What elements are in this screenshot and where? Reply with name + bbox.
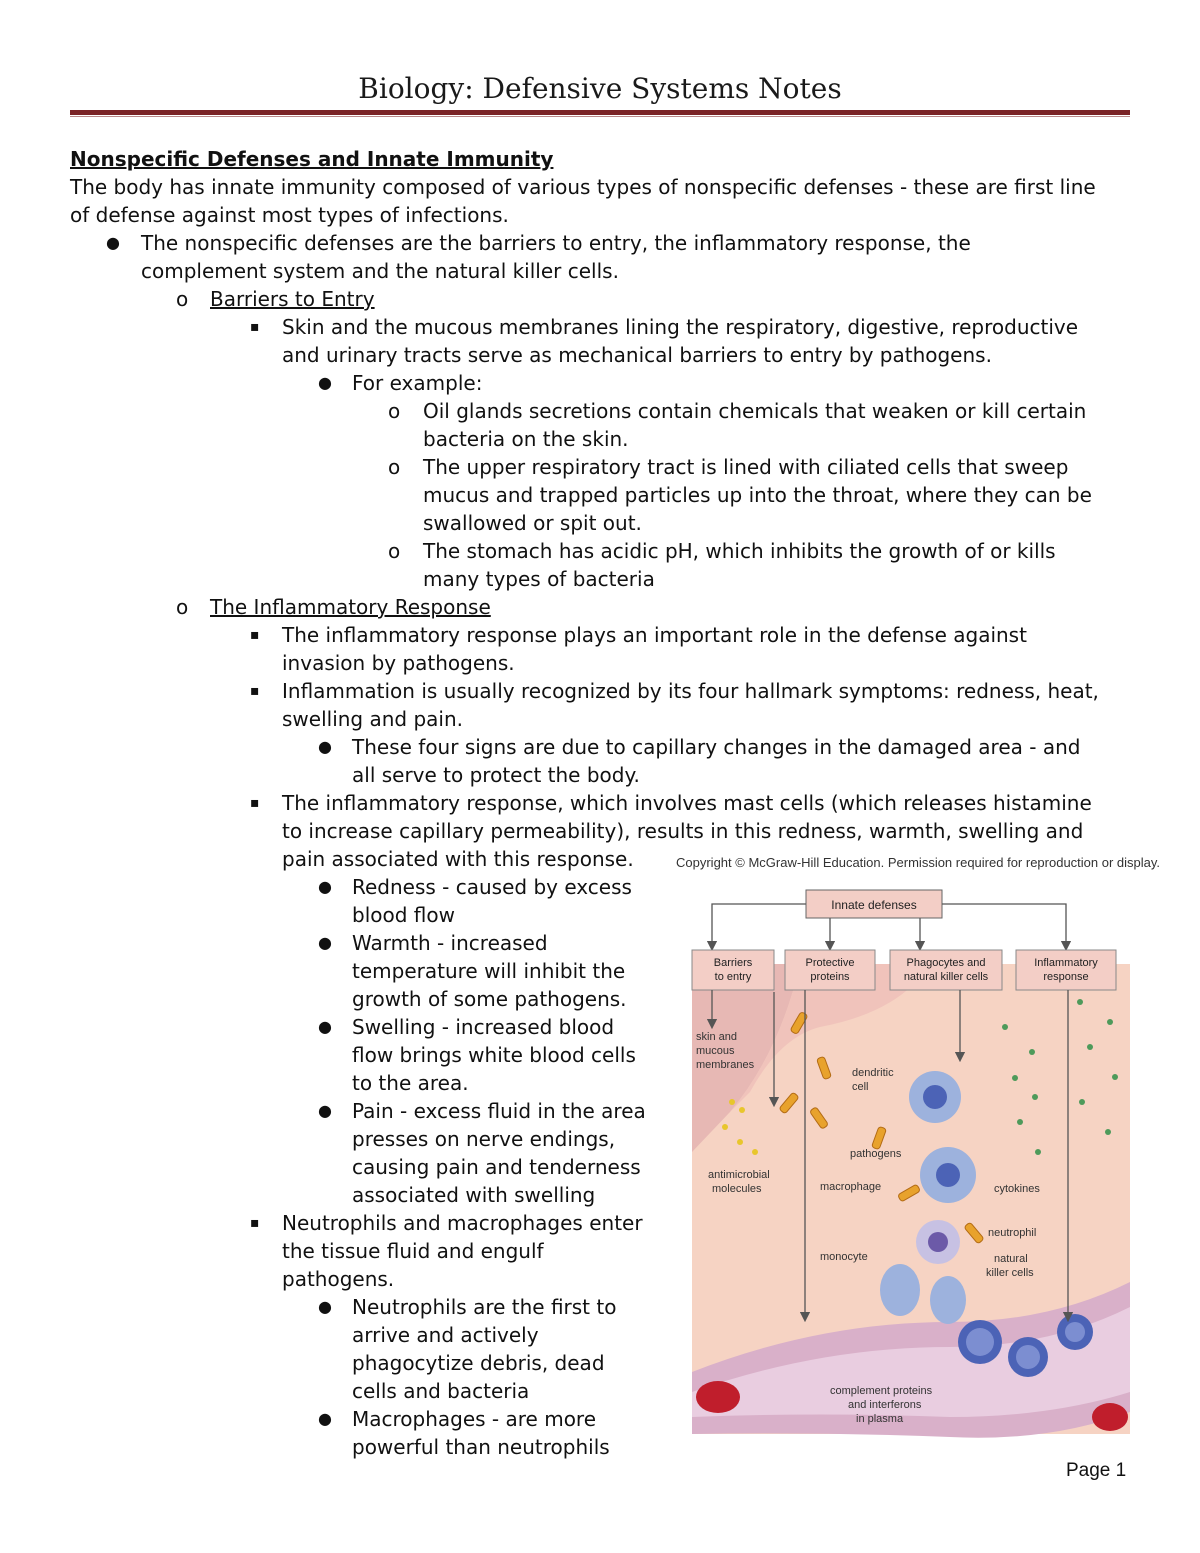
neutrophils-line-4: cells and bacteria [352,1379,530,1403]
square-marker: ▪ [250,319,260,335]
dendritic-nucleus [923,1085,947,1109]
mast-cells-line-3: pain associated with this response. [282,847,634,871]
circle-marker: o [388,399,401,423]
natural-killer-label: natural killer cells [986,1253,1034,1279]
page-number: Page 1 [1066,1460,1127,1481]
macrophage-label: macrophage [820,1181,882,1193]
connector [712,904,806,946]
phagocytes-box-label-2: natural killer cells [903,971,989,983]
pain-line-2: presses on nerve endings, [352,1127,616,1151]
square-marker: ▪ [250,627,260,643]
proteins-box-label-1: Protective [805,957,855,969]
square-marker: ▪ [250,1215,260,1231]
swelling-line-2: flow brings white blood cells [352,1043,636,1067]
macrophages-line-1: Macrophages - are more [352,1407,597,1431]
intro-line-2: of defense against most types of infections. [70,203,509,227]
pain-line-3: causing pain and tenderness [352,1155,641,1179]
inflammatory-title: The Inflammatory Response [210,595,491,619]
red-blood-cell [696,1381,740,1413]
respiratory-line-1: The upper respiratory tract is lined with ciliated cells that sweep [423,455,1069,479]
inflammatory-role-line-1: The inflammatory response plays an important role in the defense against [282,623,1027,647]
bullet-marker: ● [106,233,120,252]
circle-marker: o [176,287,189,311]
warmth-line-3: growth of some pathogens. [352,987,627,1011]
warmth-line-1: Warmth - increased [352,931,548,955]
document-title: Biology: Defensive Systems Notes [358,72,842,105]
neutrophils-line-1: Neutrophils are the first to [352,1295,617,1319]
title-rule-thin [70,116,1130,117]
four-signs-line-1: These four signs are due to capillary changes in the damaged area - and [352,735,1081,759]
neutrophils-line-2: arrive and actively [352,1323,539,1347]
stomach-line-2: many types of bacteria [423,567,655,591]
monocyte-shape [930,1276,966,1324]
dendritic-label: dendritic cell [852,1067,894,1093]
redness-line-1: Redness - caused by excess [352,875,632,899]
square-marker: ▪ [250,683,260,699]
engulf-line-3: pathogens. [282,1267,395,1291]
hallmark-line-1: Inflammation is usually recognized by its four hallmark symptoms: redness, heat, [282,679,1099,703]
engulf-line-2: the tissue fluid and engulf [282,1239,544,1263]
stomach-line-1: The stomach has acidic pH, which inhibits the growth of or kills [423,539,1056,563]
nonspecific-defenses-line-2: complement system and the natural killer cells. [141,259,619,283]
circle-marker: o [388,539,401,563]
bullet-marker: ● [318,1101,332,1120]
section-heading: Nonspecific Defenses and Innate Immunity [70,147,554,171]
oil-glands-line-2: bacteria on the skin. [423,427,629,451]
bullet-marker: ● [318,1017,332,1036]
antimicrobial-label: antimicrobial molecules [708,1169,770,1195]
bullet-marker: ● [318,1297,332,1316]
swelling-line-1: Swelling - increased blood [352,1015,615,1039]
barriers-box-label-1: Barriers [713,957,753,969]
pain-line-1: Pain - excess fluid in the area [352,1099,646,1123]
complement-label: complement proteins and interferons in plasma [830,1385,933,1425]
four-signs-line-2: all serve to protect the body. [352,763,640,787]
swelling-line-3: to the area. [352,1071,469,1095]
barriers-box-label-2: to entry [714,971,752,983]
innate-defenses-label: Innate defenses [831,898,917,912]
title-rule [70,110,1130,115]
circle-marker: o [176,595,189,619]
innate-defenses-figure [670,852,1150,1442]
nonspecific-defenses-line-1: The nonspecific defenses are the barriers to entry, the inflammatory response, the [141,231,971,255]
barriers-skin-line-2: and urinary tracts serve as mechanical barriers to entry by pathogens. [282,343,992,367]
bullet-marker: ● [318,373,332,392]
monocyte-label: monocyte [820,1251,868,1263]
phagocytes-box [890,950,1002,990]
lymphocyte-nucleus [966,1328,994,1356]
proteins-box-label-2: proteins [810,971,850,983]
pathogens-label: pathogens [850,1148,902,1160]
barriers-title: Barriers to Entry [210,287,375,311]
mast-cells-line-1: The inflammatory response, which involves mast cells (which releases histamine [282,791,1092,815]
inflammatory-role-line-2: invasion by pathogens. [282,651,515,675]
redness-line-2: blood flow [352,903,455,927]
figure-copyright: Copyright © McGraw-Hill Education. Permission required for reproduction or display. [676,855,1161,870]
respiratory-line-2: mucus and trapped particles up into the throat, where they can be [423,483,1092,507]
hallmark-line-2: swelling and pain. [282,707,464,731]
mast-cells-line-2: to increase capillary permeability), results in this redness, warmth, swelling and [282,819,1084,843]
intro-line-1: The body has innate immunity composed of various types of nonspecific defenses - these are first line [70,175,1096,199]
cytokines-label: cytokines [994,1183,1040,1195]
lymphocyte-nucleus [1016,1345,1040,1369]
bullet-marker: ● [318,737,332,756]
circle-marker: o [388,455,401,479]
lymphocyte-nucleus [1065,1322,1085,1342]
inflammatory-box-label-1: Inflammatory [1034,957,1098,969]
macrophage-nucleus [936,1163,960,1187]
protective-proteins-box [785,950,875,990]
skin-label: skin and mucous membranes [696,1031,755,1071]
red-blood-cell [1092,1403,1128,1431]
neutrophil-label: neutrophil [988,1227,1037,1239]
neutrophil-nucleus [928,1232,948,1252]
barriers-box [692,950,774,990]
oil-glands-line-1: Oil glands secretions contain chemicals that weaken or kill certain [423,399,1087,423]
pain-line-4: associated with swelling [352,1183,596,1207]
neutrophils-line-3: phagocytize debris, dead [352,1351,605,1375]
inflammatory-box [1016,950,1116,990]
bullet-marker: ● [318,933,332,952]
warmth-line-2: temperature will inhibit the [352,959,626,983]
square-marker: ▪ [250,795,260,811]
connector [942,904,1066,946]
engulf-line-1: Neutrophils and macrophages enter [282,1211,643,1235]
macrophages-line-2: powerful than neutrophils [352,1435,610,1459]
barriers-skin-line-1: Skin and the mucous membranes lining the respiratory, digestive, reproductive [282,315,1079,339]
respiratory-line-3: swallowed or spit out. [423,511,642,535]
monocyte-shape [880,1264,920,1316]
bullet-marker: ● [318,877,332,896]
phagocytes-box-label-1: Phagocytes and [906,957,986,969]
bullet-marker: ● [318,1409,332,1428]
for-example: For example: [352,371,483,395]
inflammatory-box-label-2: response [1043,971,1089,983]
